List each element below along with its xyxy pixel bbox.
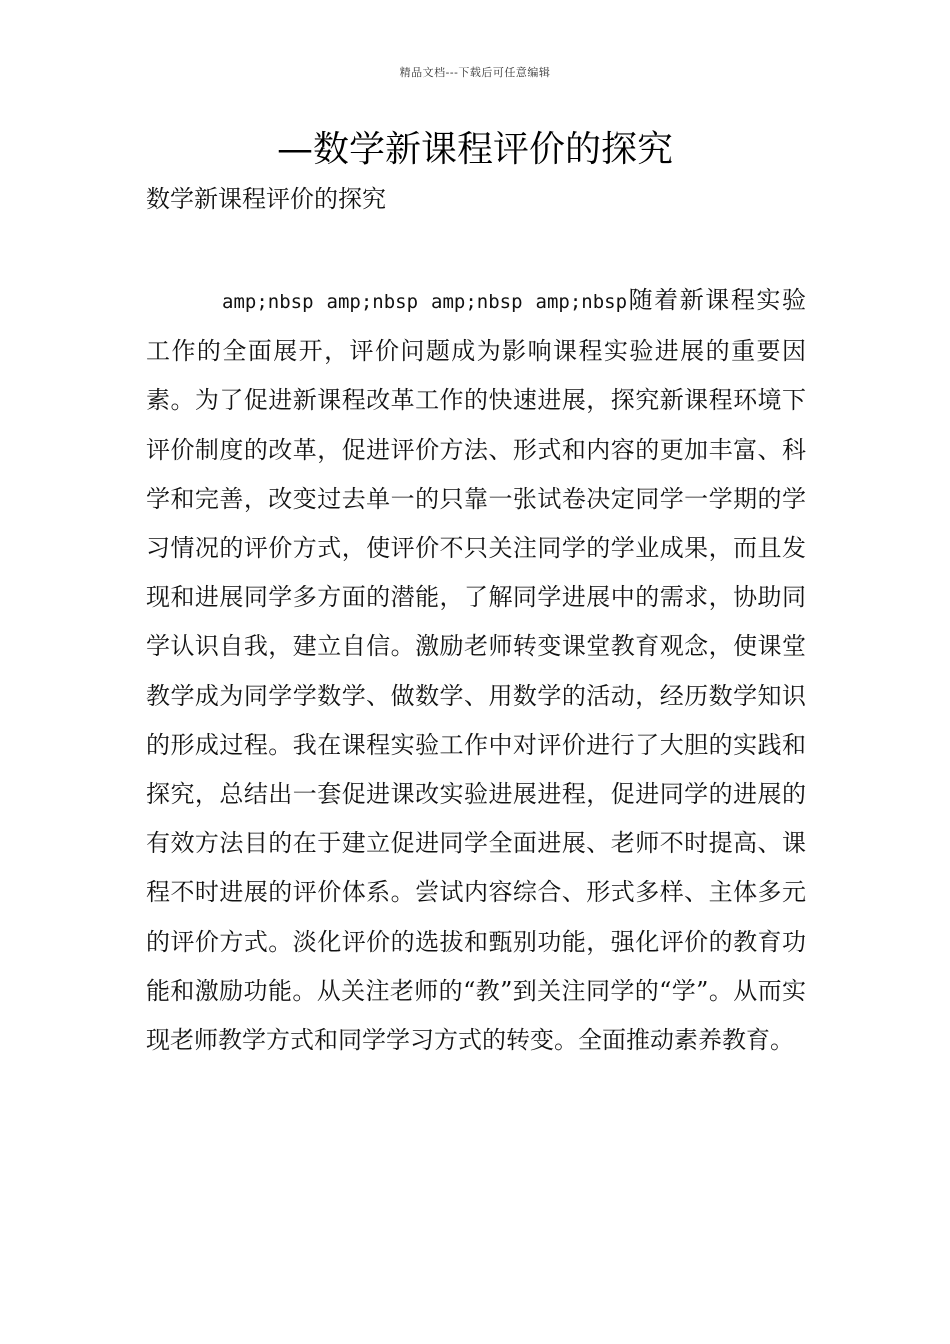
body-paragraph <box>146 276 806 1065</box>
header-note: 精品文档---下载后可任意编辑 <box>399 66 551 79</box>
document-subtitle: 数学新课程评价的探究 <box>146 185 386 213</box>
document-title: —数学新课程评价的探究 <box>276 129 673 170</box>
body-text: 随着新课程实验工作的全面展开，评价问题成为影响课程实验进展的重要因素。为了促进新课程改革工作的快速进展，探究新课程环境下评价制度的改革，促进评价方法、形式和内容的更加丰富、科学和完善，改变过去单一的只靠一张试卷决定同学一学期的学习情况的评价方式，使评价不只关注同学的学业成果，而且发现和进展同学多方面的潜能，了解同学进展中的需求，协助同学认识自我，建立自信。激励老师转变课堂教育观念，使课堂教学成为同学学数学、做数学、用数学的活动，经历数学知识的形成过程。我在课程实验工作中对评价进行了大胆的实践和探究，总结出一套促进课改实验进展进程，促进同学的进展的有效方法目的在于建立促进同学全面进展、老师不时提高、课程不时进展的评价体系。尝试内容综合、形式多样、主体多元的评价方式。淡化评价的选拔和甄别功能，强化评价的教育功能和激励功能。从关注老师的“教”到关注同学的“学”。从而实现老师教学方式和同学学习方式的转变。全面推动素养教育。 <box>146 286 806 1055</box>
lead-entities: amp;nbsp amp;nbsp amp;nbsp amp;nbsp <box>222 291 628 313</box>
